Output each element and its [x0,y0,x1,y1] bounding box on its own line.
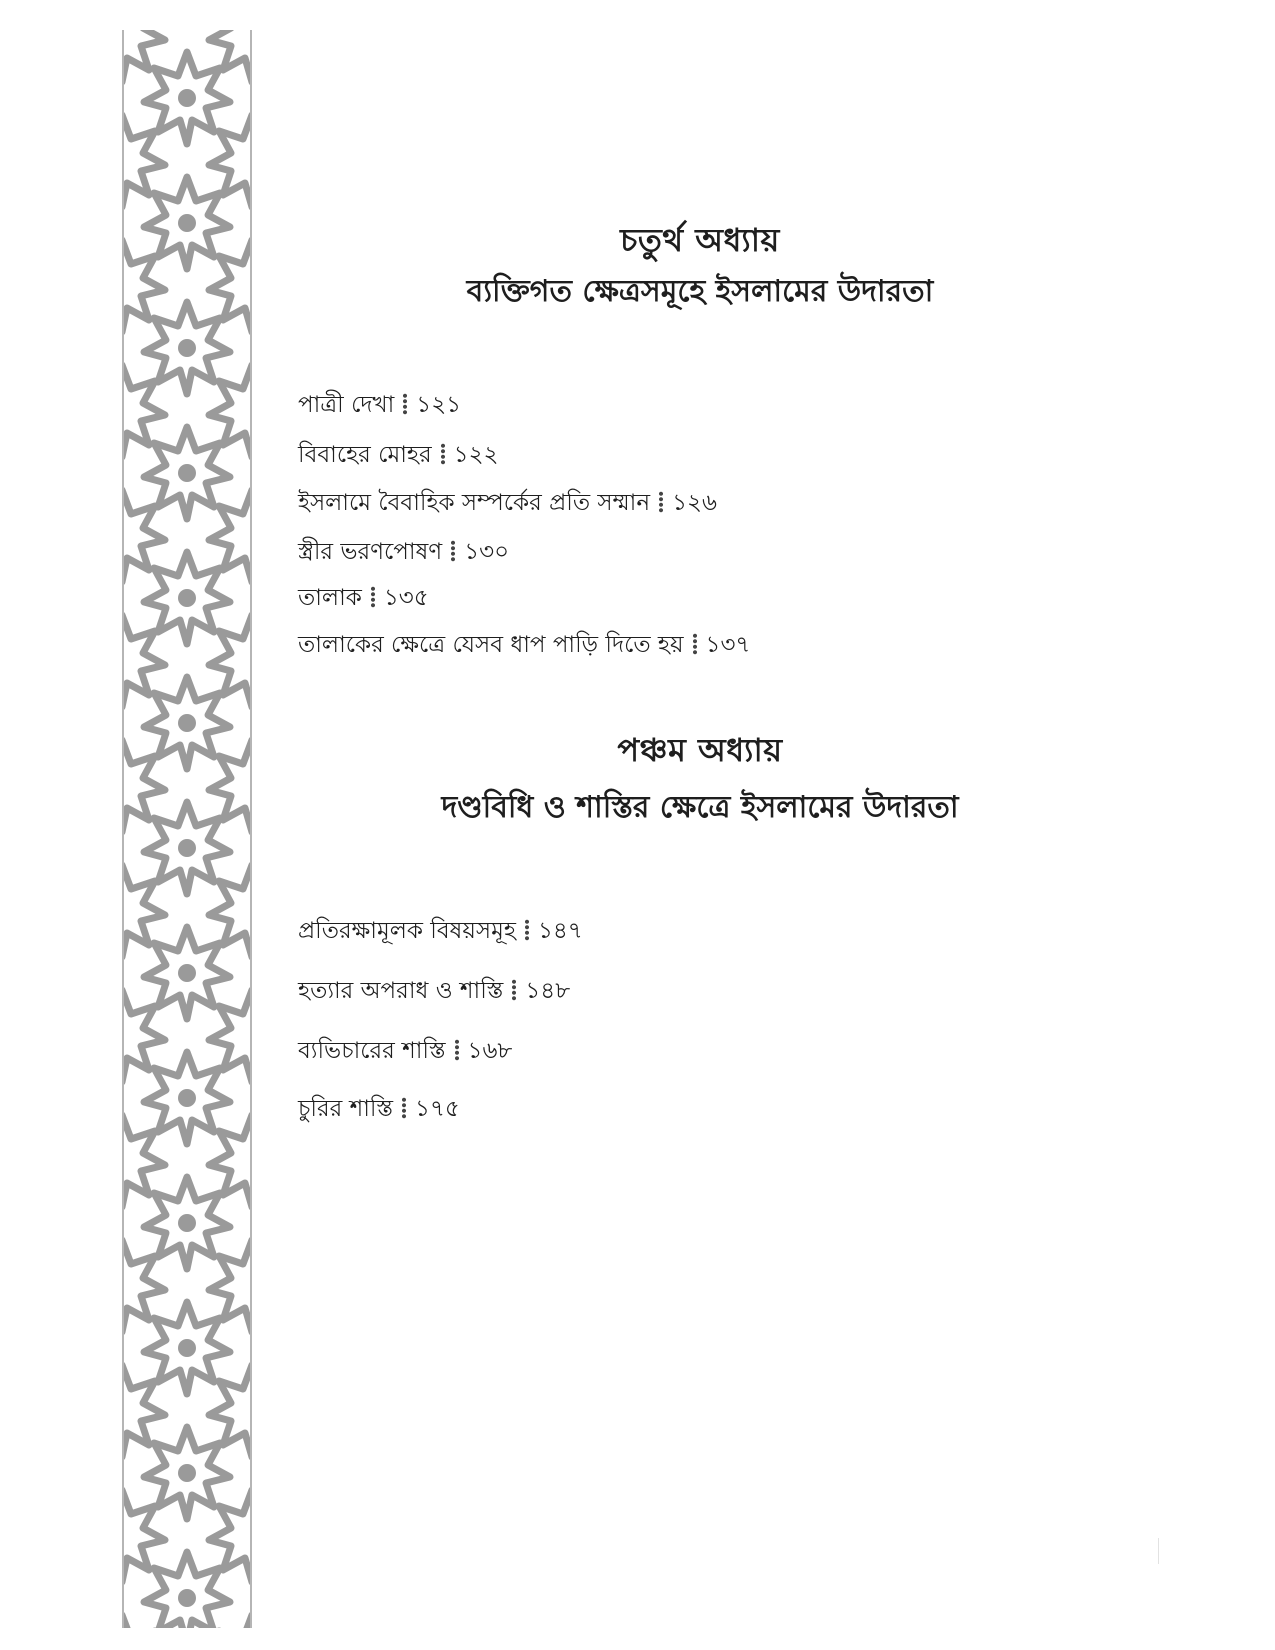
page-edge-mark [1158,1538,1159,1564]
chapter5-subtitle: দণ্ডবিধি ও শাস্তির ক্ষেত্রে ইসলামের উদারতা [441,790,959,825]
chapter5-heading [300,728,1100,830]
toc-entry-label: চুরির শাস্তি [298,1096,394,1122]
toc-entry-label: হত্যার অপরাধ ও শাস্তি [298,978,504,1004]
toc-entry-label: ব্যভিচারের শাস্তি [298,1038,446,1064]
toc-entry[interactable] [298,1036,512,1066]
dot-separator-icon [401,1097,407,1119]
dot-separator-icon [402,393,408,415]
toc-entry[interactable] [298,630,750,660]
dot-separator-icon [454,1039,460,1061]
dot-separator-icon [511,979,517,1001]
toc-entry-page: ১২৬ [672,490,717,516]
toc-entry[interactable] [298,1094,460,1124]
toc-entry-page: ১৩৫ [383,585,429,611]
chapter4-title: চতুর্থ অধ্যায় [620,221,780,259]
toc-entry[interactable] [298,916,583,946]
toc-entry-label: পাত্রী দেখা [298,392,395,418]
chapter5-title: পঞ্চম অধ্যায় [617,731,783,769]
dot-separator-icon [658,491,664,513]
toc-entry-page: ১৩৭ [705,632,751,658]
toc-entry-label: ইসলামে বৈবাহিক সম্পর্কের প্রতি সম্মান [298,490,651,516]
toc-entry[interactable] [298,976,570,1006]
dot-separator-icon [692,633,698,655]
dot-separator-icon [450,540,456,562]
toc-entry-page: ১৭৫ [415,1096,460,1122]
toc-entry-page: ১৩০ [464,539,510,565]
toc-entry[interactable] [298,537,509,567]
toc-entry-label: বিবাহের মোহর [298,442,432,468]
chapter4-subtitle: ব্যক্তিগত ক্ষেত্রসমূহে ইসলামের উদারতা [466,274,934,309]
toc-entry[interactable] [298,390,461,420]
toc-entry-label: প্রতিরক্ষামূলক বিষয়সমূহ [298,918,516,944]
dot-separator-icon [370,586,376,608]
toc-entry[interactable] [298,583,429,613]
toc-entry-label: স্ত্রীর ভরণপোষণ [298,539,443,565]
toc-entry[interactable] [298,440,499,470]
toc-entry-page: ১৪৭ [537,918,583,944]
toc-entry-label: তালাকের ক্ষেত্রে যেসব ধাপ পাড়ি দিতে হয় [298,632,684,658]
toc-entry-page: ১২২ [453,442,499,468]
toc-entry[interactable] [298,488,717,518]
toc-entry-page: ১২১ [416,392,462,418]
toc-entry-page: ১৪৮ [525,978,571,1004]
toc-entry-page: ১৬৮ [467,1038,513,1064]
chapter4-heading [300,218,1100,314]
toc-entry-label: তালাক [298,585,362,611]
dot-separator-icon [440,443,446,465]
decorative-border-pattern [122,30,252,1628]
dot-separator-icon [524,919,530,941]
